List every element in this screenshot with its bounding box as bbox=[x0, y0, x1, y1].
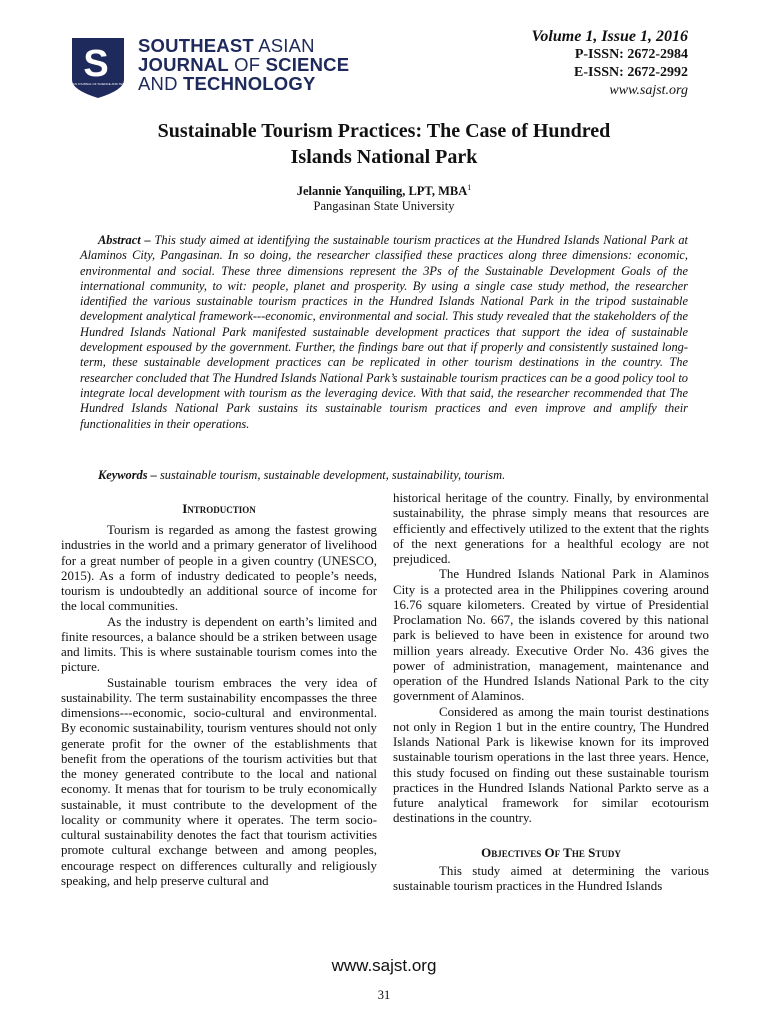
paragraph: As the industry is dependent on earth’s limited and finite resources, a balance should be a striken between usage and limits. This is where sustainable tourism comes into the picture. bbox=[61, 614, 377, 675]
section-heading-introduction: Introduction bbox=[182, 501, 256, 516]
volume-issue: Volume 1, Issue 1, 2016 bbox=[531, 28, 688, 45]
logo-line2-b: OF bbox=[228, 54, 266, 75]
title-line-1: Sustainable Tourism Practices: The Case of Hundred bbox=[157, 120, 611, 142]
e-issn: E-ISSN: 2672-2992 bbox=[574, 65, 688, 80]
abstract-label: Abstract – bbox=[98, 233, 151, 247]
logo-badge-small-text: SOUTHEAST ASIAN JOURNAL OF SCIENCE AND TECHNOLOGY 2016 bbox=[48, 82, 148, 86]
paragraph: This study aimed at determining the various sustainable tourism practices in the Hundred Islands bbox=[393, 863, 709, 893]
author-affiliation-mark: 1 bbox=[467, 182, 472, 192]
logo-line1-rest: ASIAN bbox=[253, 35, 315, 56]
paragraph: Sustainable tourism embraces the very idea of sustainability. The term sustainability encompasses the three dimensions---economic, socio-cultural and environmental. By economic sustainability, tourism ventures should not only generate profit for the owner of the establishments that benefit from the operations of the tourism activities but that the money generated contribute to the local and national economy. It menas that for tourism to be truly economically sustainable, it must contribute to the development of the locality or community where it operates. The term socio-cultural sustainability denotes the fact that tourism activities promote cultural exchange between and among peoples, encourage respect on differences culturally and religiously speaking, and help preserve cultural and bbox=[61, 675, 377, 888]
section-heading-objectives: Objectives Of The Study bbox=[481, 844, 621, 860]
logo-line3-a: AND bbox=[138, 73, 183, 94]
author-affiliation: Pangasinan State University bbox=[313, 199, 455, 213]
paragraph-continued: historical heritage of the country. Finally, by environmental sustainability, the phrase simply means that resources are efficiently and effectively utilized to the extent that the rights of the next generations for a healthful ecology are not prejudiced. bbox=[393, 491, 709, 566]
p-issn: P-ISSN: 2672-2984 bbox=[574, 47, 688, 62]
paragraph: The Hundred Islands National Park in Alaminos City is a protected area in the Philippines covering around 16.76 square kilometers. Created by virtue of Presidential Proclamation No. 667, the islands covered by this national park is believed to have been in existence for around two million years already. Executive Order No. 436 gives the power of administration, management, maintenance and operation of the Hundred Islands National Park to the city government of Alaminos. bbox=[393, 567, 709, 704]
journal-logo-icon bbox=[48, 36, 148, 100]
journal-name bbox=[138, 36, 349, 93]
author-block bbox=[100, 184, 668, 214]
keywords bbox=[80, 468, 688, 483]
logo-line1-bold: SOUTHEAST bbox=[138, 35, 254, 56]
logo-line2-a: JOURNAL bbox=[138, 54, 229, 75]
body-column-right bbox=[393, 491, 709, 894]
footer-website: www.sajst.org bbox=[331, 956, 437, 975]
journal-website: www.sajst.org bbox=[609, 83, 688, 98]
paragraph: Tourism is regarded as among the fastest growing industries in the world and a primary generator of livelihood for a great number of people in a given country (UNESCO, 2015). As a form of industry dedicated to people’s needs, tourism is undoubtedly an additional source of income for the local communities. bbox=[61, 523, 377, 614]
page-number: 31 bbox=[377, 988, 391, 1002]
keywords-label: Keywords – bbox=[98, 468, 157, 482]
issue-info bbox=[532, 28, 688, 100]
logo-badge-letter: S bbox=[83, 43, 109, 85]
author-name: Jelannie Yanquiling, LPT, MBA bbox=[296, 184, 468, 198]
abstract-text: This study aimed at identifying the sustainable tourism practices at the Hundred Islands National Park at Alaminos City, Pangasinan. In so doing, the researcher classified these practices along three dimensions: economic, environmental and social. These three dimensions represent the 3Ps of the Sustainable Development Goals of the international community, to wit: people, planet and prosperity. By using a single case study method, the researcher identified the various sustainable tourism practices in the Hundred Islands National Park in the tripod sustainable development analytical framework---economic, environmental and social. This study revealed that the stakeholders of the Hundred Islands National Park manifested sustainable development practices that support the idea of sustainable development espoused by the government. Further, the findings bare out that if properly and consistently sustained long-term, these sustainable development practices can be replicated in other tourism destinations in the country. The researcher concluded that The Hundred Islands National Park’s sustainable tourism practices can be a good policy tool to integrate local development with tourism as the leveraging device. With that said, the researcher recommended that The Hundred Islands National Park sustains its sustainable tourism practices and even improve and amplify their functionalities in their operations. bbox=[80, 233, 688, 431]
body-column-left bbox=[61, 497, 377, 889]
paragraph: Considered as among the main tourist destinations not only in Region 1 but in the entire country, The Hundred Islands National Park is likewise known for its improved sustainable tourism operations in the last three years. Hence, this study focused on finding out these sustainable tourism practices in the Hundred Islands National Parkto serve as a future analytical framework for similar ecotourism destinations in the country. bbox=[393, 704, 709, 826]
title-line-2: Islands National Park bbox=[290, 146, 478, 168]
paper-title bbox=[100, 118, 668, 170]
keywords-text: sustainable tourism, sustainable development, sustainability, tourism. bbox=[156, 468, 506, 482]
logo-line2-c: SCIENCE bbox=[265, 54, 350, 75]
abstract bbox=[80, 233, 688, 432]
logo-line3-b: TECHNOLOGY bbox=[183, 73, 316, 94]
